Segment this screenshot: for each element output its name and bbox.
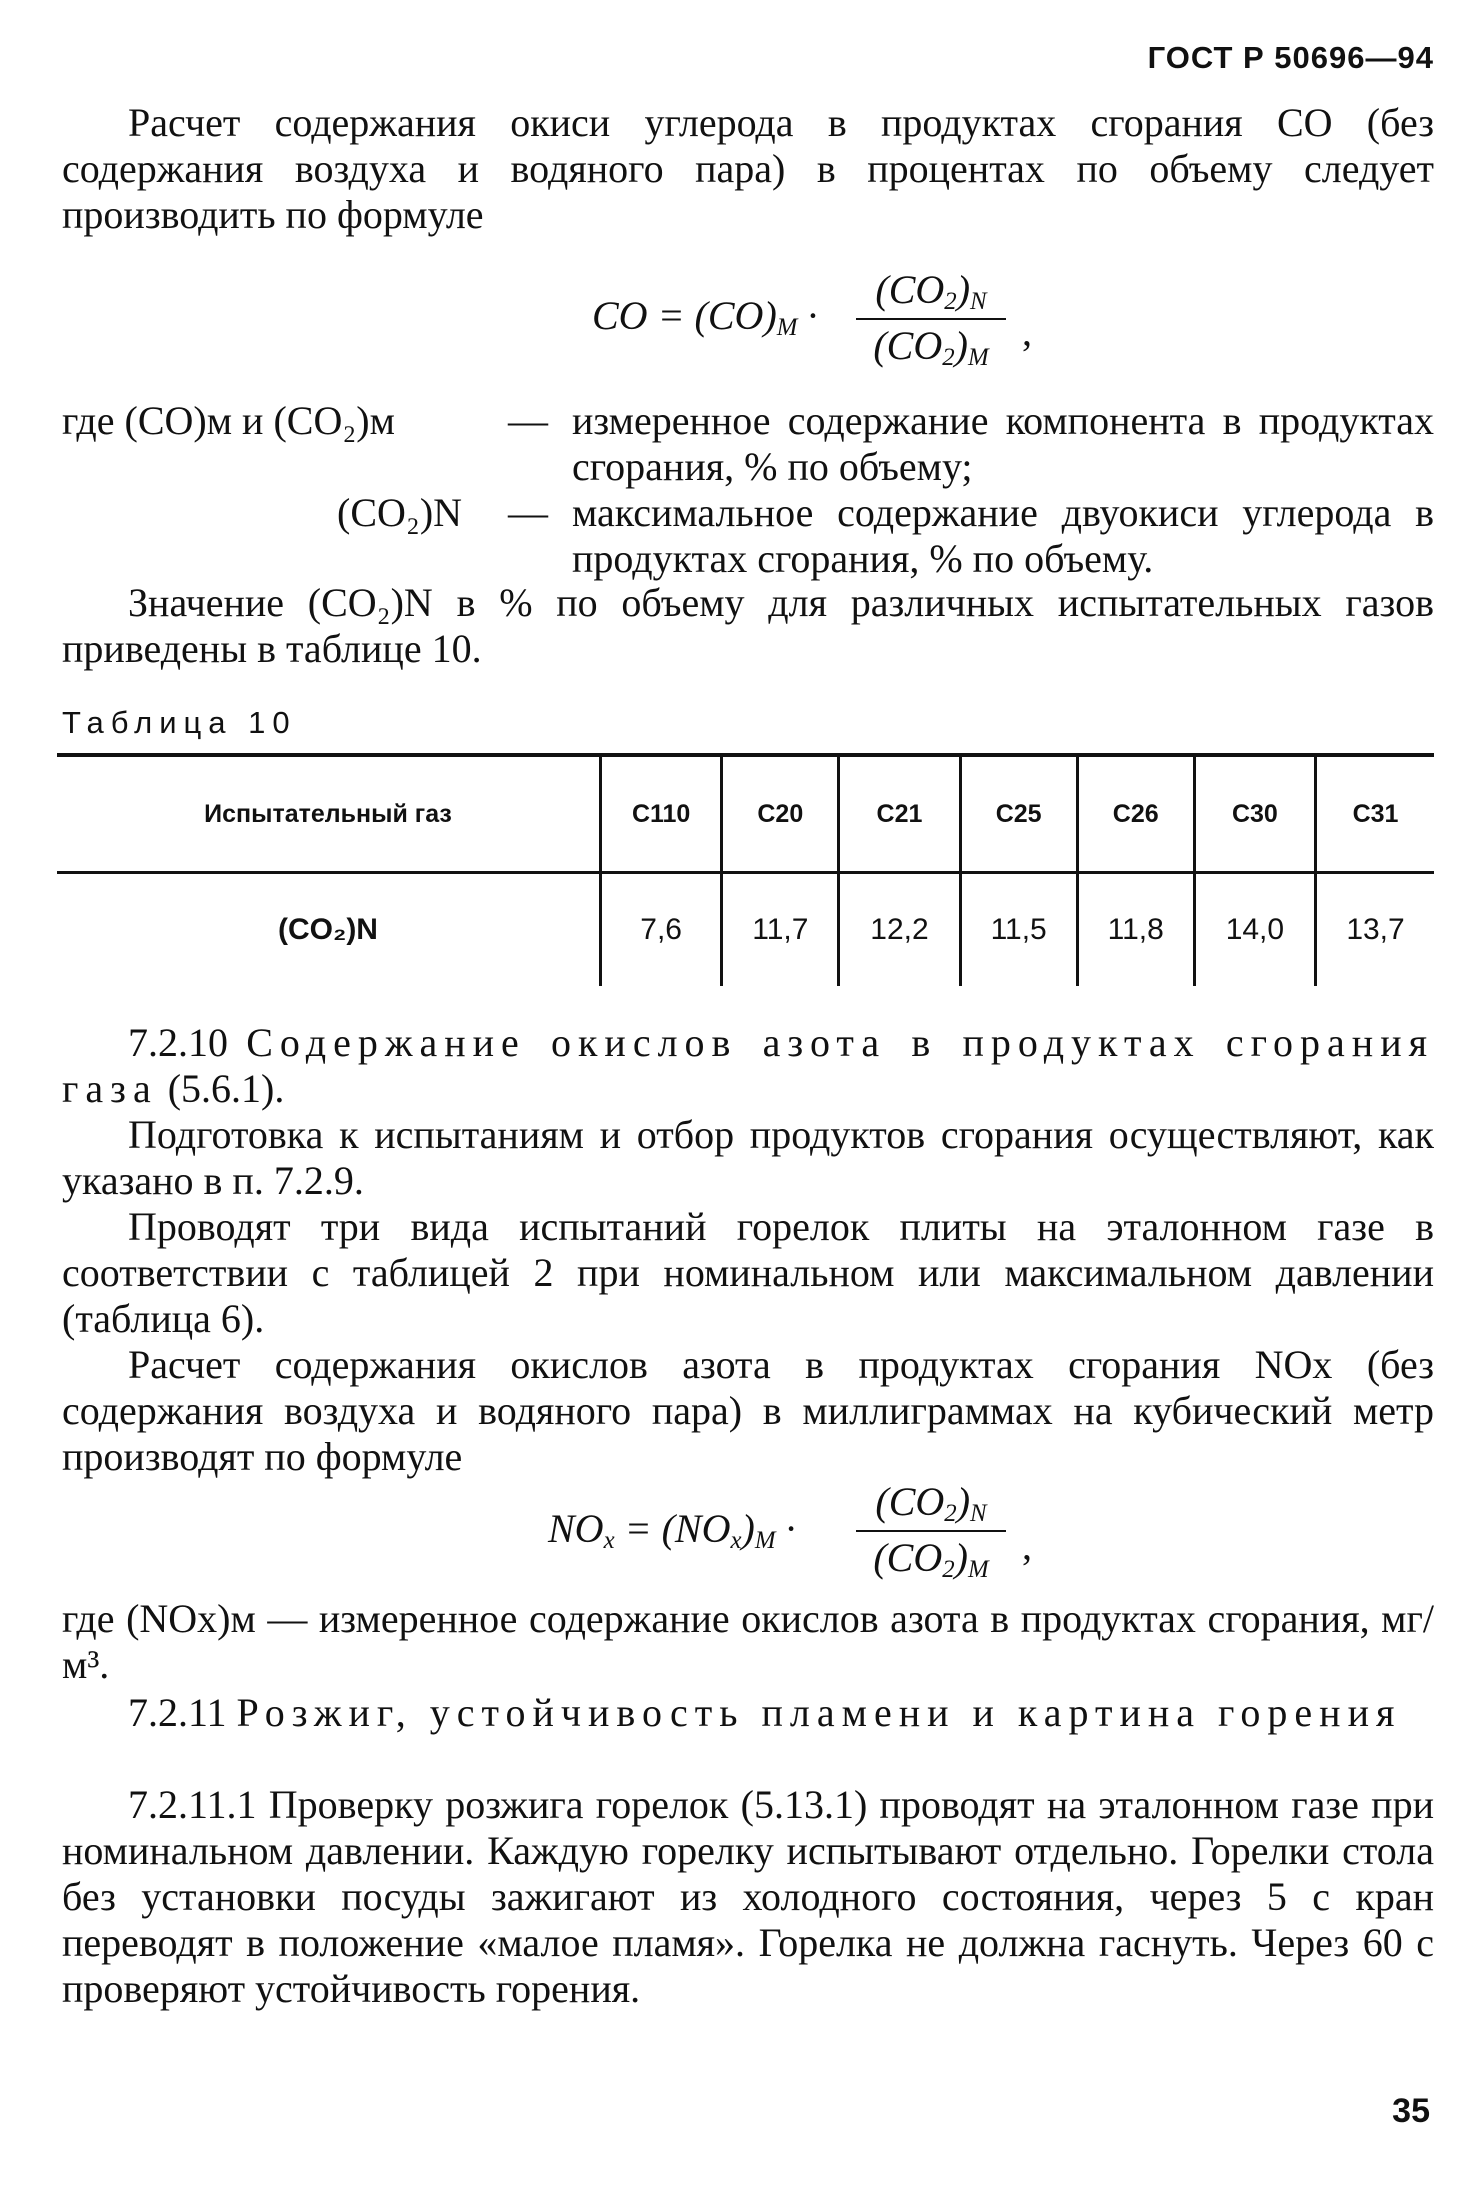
table-cell: 13,7 [1316,873,1434,987]
paragraph-text: Расчет содержания окислов азота в продуктах сгорания NOx (без содержания воздуха и водяного пара) в миллиграммах на кубический метр производят по формуле [62,1342,1434,1479]
table-row-label: (CO₂)N [278,913,378,946]
table-cell: 7,6 [601,873,722,987]
section-7-2-11-1 [62,1782,1434,2012]
table-cell: 14,0 [1194,873,1315,987]
table-header-cell: С26 [1077,755,1194,873]
paragraph-text: Проводят три вида испытаний горелок плиты на эталонном газе в соответствии с таблицей 2 при номинальном или максимальном давлении (таблица 6). [62,1204,1434,1341]
page-number: 35 [1392,2092,1430,2130]
formula-co-numerator: $(CO_2)_N$ [856,266,1006,320]
section-7-2-11 [62,1690,1434,1736]
section-number: 7.2.11 [128,1690,227,1735]
section-heading [62,1020,1434,1112]
table-header-cell: С20 [722,755,839,873]
table-cell: 11,5 [960,873,1077,987]
table-header-cell: С21 [839,755,960,873]
formula-nox-fraction [856,1478,1006,1584]
paragraph-text: Значение (CO₂)N в % по объему для различных испытательных газов приведены в таблице 10. [62,580,1434,671]
section-reference: (5.6.1). [167,1066,285,1111]
table-header-cell: С110 [601,755,722,873]
table-caption: Таблица 10 [62,705,297,740]
definition-description: максимальное содержание двуокиси углерода в продуктах сгорания, % по объему. [572,490,1434,581]
definition-dash: — [508,398,548,443]
formula-nox-numerator: $(CO_2)_N$ [856,1478,1006,1532]
paragraph-co-intro [62,100,1434,238]
paragraph-text: Расчет содержания окиси углерода в продуктах сгорания CO (без содержания воздуха и водяного пара) в процентах по объему следует производить по формуле [62,100,1434,237]
table-header-cell: С31 [1316,755,1434,873]
formula-nox-comma: , [1022,1523,1032,1568]
section-7-2-10 [62,1020,1434,1112]
formula-nox-lhs: $NO_x = (NO_x)_M$ · [548,1506,796,1555]
section-7-2-10-body [62,1112,1434,1480]
formula-co-denominator: $(CO_2)_M$ [873,323,989,372]
section-number: 7.2.10 [128,1020,228,1065]
formula-co-comma: , [1022,309,1032,354]
formula-nox-denominator: $(CO_2)_M$ [873,1535,989,1584]
table-cell: 11,7 [722,873,839,987]
definition-term: где (CO)м и (CO₂)м [62,398,395,443]
table-cell: 11,8 [1077,873,1194,987]
table-cell: 12,2 [839,873,960,987]
paragraph-table-ref [62,580,1434,672]
table-header-cell: С30 [1194,755,1315,873]
table-header-cell: Испытательный газ [204,799,452,828]
definition-description: измеренное содержание компонента в продуктах сгорания, % по объему; [572,398,1434,489]
definitions-nox [62,1596,1434,1688]
table-10 [57,753,1434,986]
definition-term: (CO₂)N [337,490,463,535]
paragraph-text: Подготовка к испытаниям и отбор продуктов сгорания осуществляют, как указано в п. 7.2.9. [62,1112,1434,1203]
table-header-cell: С25 [960,755,1077,873]
paragraph-text: 7.2.11.1 Проверку розжига горелок (5.13.1) проводят на эталонном газе при номинальном давлении. Каждую горелку испытывают отдельно. Горелки стола без установки посуды зажигают из холодного состояния, через 5 с кран переводят в положение «малое пламя». Горелка не должна гаснуть. Через 60 с проверяют устойчивость горения. [62,1782,1434,2011]
formula-co-lhs: CO = $(CO)_M$ · [592,293,818,342]
definition-dash: — [508,490,548,535]
document-header: ГОСТ Р 50696—94 [1147,40,1434,75]
table-row [57,873,1434,987]
section-heading [62,1690,1434,1736]
table-header-row [57,755,1434,873]
section-title: Розжиг, устойчивость пламени и картина горения [236,1690,1402,1735]
definition-text: где (NOx)м — измеренное содержание окислов азота в продуктах сгорания, мг/м³. [62,1596,1434,1687]
formula-co-fraction [856,266,1006,372]
section-title: Содержание окислов азота в продуктах сгорания газа [62,1020,1435,1111]
